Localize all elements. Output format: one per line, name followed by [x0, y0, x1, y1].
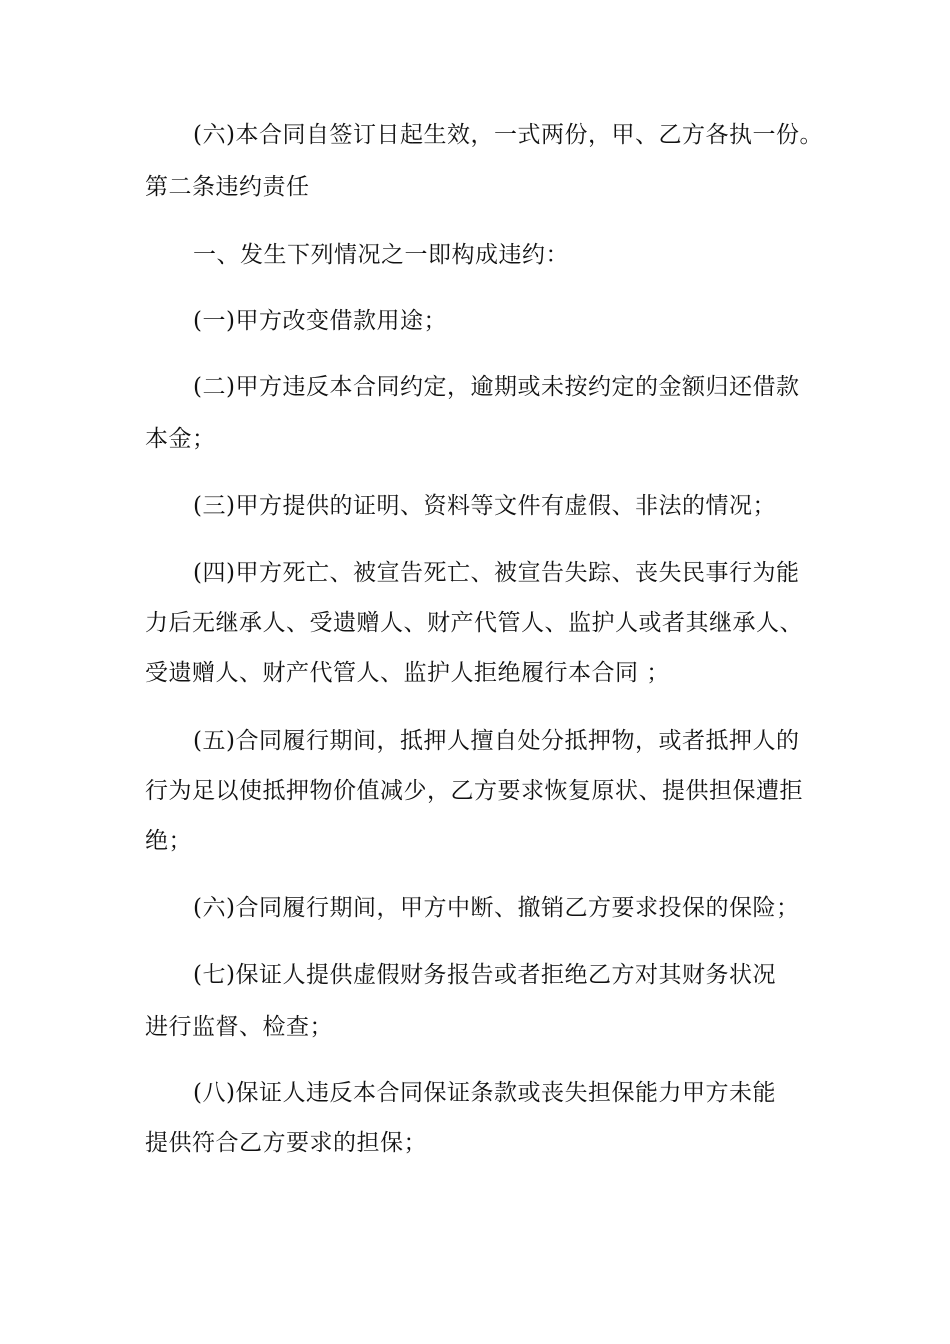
breach-item-5-line-3: 绝； — [145, 828, 192, 854]
breach-item-4-line-1: (四)甲方死亡、被宣告死亡、被宣告失踪、丧失民事行为能 — [193, 560, 800, 586]
breach-item-5-line-2: 行为足以使抵押物价值减少，乙方要求恢复原状、提供担保遭拒 — [145, 778, 803, 804]
breach-item-2-line-1: (二)甲方违反本合同约定，逾期或未按约定的金额归还借款 — [193, 374, 800, 400]
article-2-heading: 第二条违约责任 — [145, 174, 310, 200]
breach-item-2-line-2: 本金； — [145, 426, 216, 452]
breach-item-7-line-1: (七)保证人提供虚假财务报告或者拒绝乙方对其财务状况 — [193, 962, 776, 988]
breach-item-3: (三)甲方提供的证明、资料等文件有虚假、非法的情况； — [193, 493, 776, 519]
breach-item-1: (一)甲方改变借款用途； — [193, 308, 447, 334]
breach-item-8-line-1: (八)保证人违反本合同保证条款或丧失担保能力甲方未能 — [193, 1080, 776, 1106]
breach-item-5-line-1: (五)合同履行期间，抵押人擅自处分抵押物，或者抵押人的 — [193, 728, 800, 754]
breach-item-8-line-2: 提供符合乙方要求的担保； — [145, 1130, 427, 1156]
breach-item-4-line-3: 受遗赠人、财产代管人、监护人拒绝履行本合同 ； — [145, 660, 670, 686]
clause-6-effective: (六)本合同自签订日起生效，一式两份，甲、乙方各执一份。 — [193, 122, 823, 148]
breach-item-4-line-2: 力后无继承人、受遗赠人、财产代管人、监护人或者其继承人、 — [145, 610, 803, 636]
breach-item-7-line-2: 进行监督、检查； — [145, 1014, 333, 1040]
breach-item-6: (六)合同履行期间，甲方中断、撤销乙方要求投保的保险； — [193, 895, 800, 921]
breach-intro: 一、发生下列情况之一即构成违约： — [193, 242, 569, 268]
